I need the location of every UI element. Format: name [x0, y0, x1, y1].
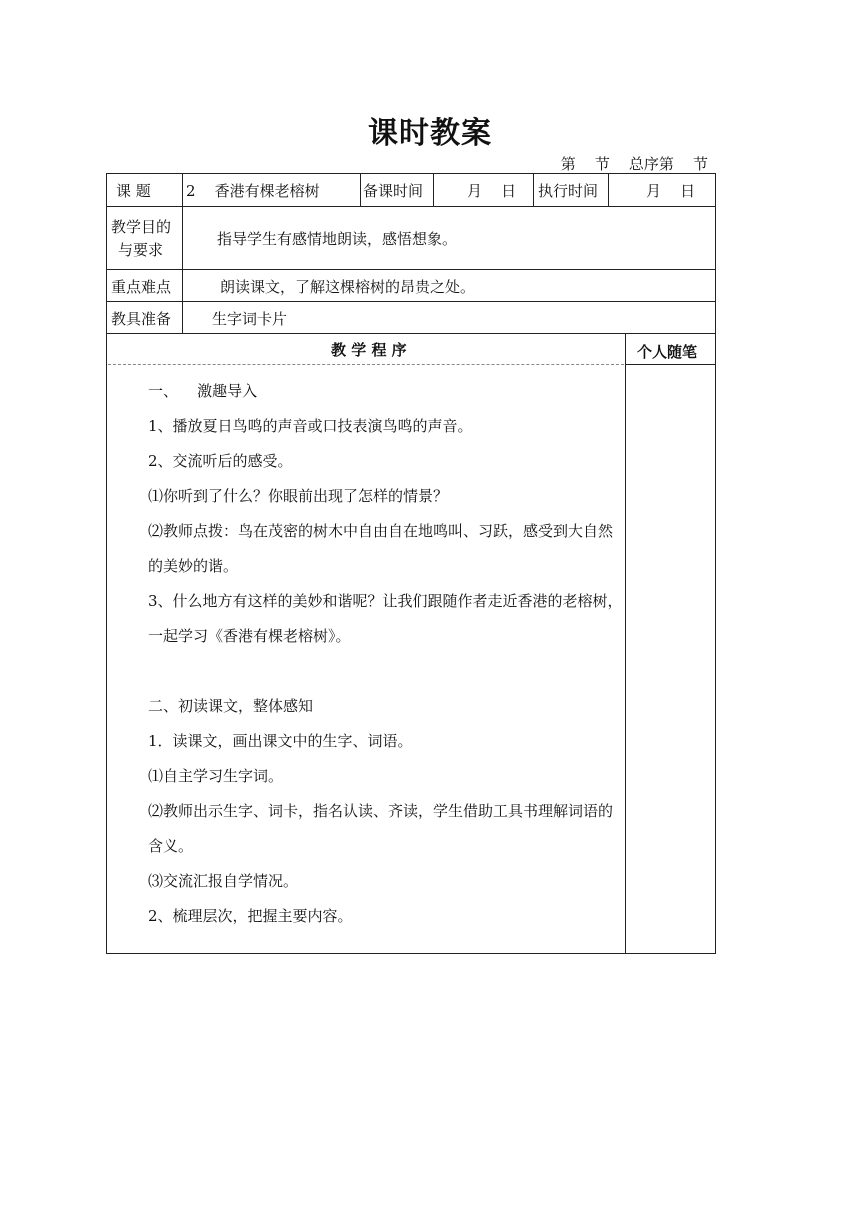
procedure-line: ⑴自主学习生字词。 [148, 767, 284, 785]
column-divider [360, 173, 361, 206]
goal-label-line2: 与要求 [118, 241, 164, 259]
section-number-line: 第 节 总序第 节 [560, 155, 708, 173]
procedure-line: ⑶交流汇报自学情况。 [148, 872, 299, 890]
procedure-line: 一、 激趣导入 [148, 382, 258, 400]
procedure-line [148, 654, 626, 689]
page-title: 课时教案 [368, 116, 492, 151]
procedure-line: 1．读课文，画出课文中的生字、词语。 [148, 732, 413, 750]
procedure-line: ⑵教师出示生字、词卡，指名认读、齐读，学生借助工具书理解词语的含义。 [148, 802, 614, 855]
goal-value: 指导学生有感情地朗读，感悟想象。 [217, 230, 458, 248]
notes-header: 个人随笔 [637, 343, 698, 361]
keypoint-label: 重点难点 [111, 278, 172, 296]
topic-value: 2 香港有棵老榕树 [186, 182, 320, 200]
column-divider [608, 173, 609, 206]
procedure-line: ⑵教师点拨：鸟在茂密的树木中自由自在地鸣叫、习跃，感受到大自然的美妙的谐。 [148, 522, 614, 575]
procedure-body [148, 374, 626, 934]
procedure-line: ⑴你听到了什么？你眼前出现了怎样的情景？ [148, 487, 449, 505]
procedure-line: 1、播放夏日鸟鸣的声音或口技表演鸟鸣的声音。 [148, 417, 473, 435]
row-divider [106, 206, 716, 207]
topic-label: 课 题 [116, 182, 151, 200]
prep-time-value: 月 日 [467, 182, 517, 200]
procedure-line: 二、初读课文，整体感知 [148, 697, 314, 715]
column-divider [533, 173, 534, 206]
row-divider [625, 364, 716, 365]
row-divider [106, 269, 716, 270]
goal-label-line1: 教学目的 [111, 218, 172, 236]
procedure-header: 教 学 程 序 [331, 341, 407, 359]
row-divider [106, 301, 716, 302]
tools-label: 教具准备 [111, 310, 172, 328]
procedure-line: 3、什么地方有这样的美妙和谐呢？让我们跟随作者走近香港的老榕树，一起学习《香港有棵老榕树》。 [148, 592, 623, 645]
column-divider [433, 173, 434, 206]
procedure-line: 2、交流听后的感受。 [148, 452, 293, 470]
keypoint-value: 朗读课文，了解这棵榕树的昂贵之处。 [220, 278, 476, 296]
prep-time-label: 备课时间 [363, 182, 424, 200]
procedure-line: 2、梳理层次，把握主要内容。 [148, 907, 353, 925]
exec-time-value: 月 日 [646, 182, 696, 200]
tools-value: 生字词卡片 [212, 310, 288, 328]
column-divider [182, 173, 183, 333]
procedure-header-divider [108, 364, 624, 365]
exec-time-label: 执行时间 [538, 182, 599, 200]
